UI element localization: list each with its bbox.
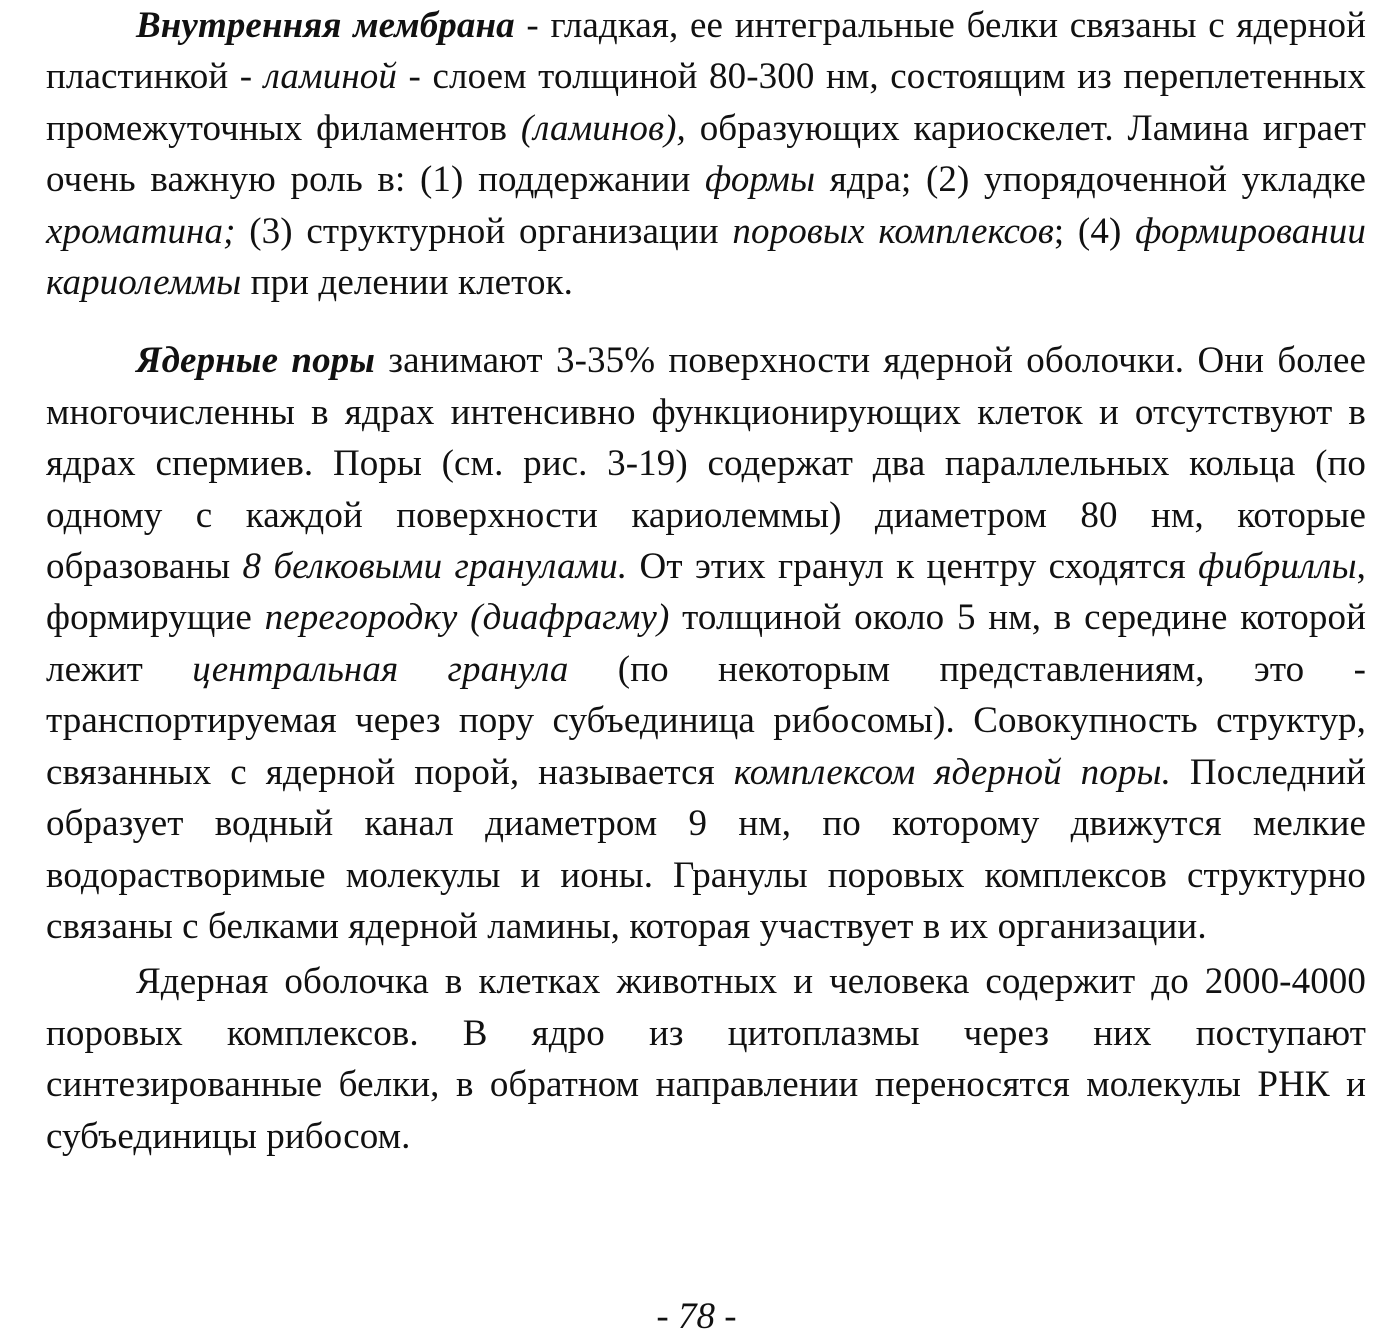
term-fibrils: фибриллы xyxy=(1198,546,1357,588)
term-shape: формы xyxy=(705,159,816,201)
text-span: Последний образует водный канал диаметром 9 нм, по которому движутся мелкие водорастворимые молекулы и ионы. Гранулы поровых комплексов структурно связаны с белками ядерной ламины, которая участвует в их организации. xyxy=(46,751,1366,947)
paragraph-nuclear-envelope xyxy=(46,956,1366,1162)
term-nuclear-pores: Ядерные поры xyxy=(136,340,376,382)
text-span: - гладкая, ее интегральные белки связаны с ядерной пластинкой - xyxy=(46,5,1366,98)
term-lamins: (ламинов), xyxy=(520,107,686,149)
term-central-granule: центральная гранула xyxy=(192,648,569,690)
text-span: образующих кариоскелет. Ламина играет очень важную роль в: (1) поддержании xyxy=(46,107,1366,201)
term-protein-granules: 8 белковыми гранулами. xyxy=(242,546,628,588)
term-karyolemma-formation: формировании кариолеммы xyxy=(46,210,1366,304)
text-span: ; (4) xyxy=(1053,210,1136,252)
term-pore-complexes: поровых комплексов xyxy=(732,210,1054,252)
text-span: (по некоторым представлениям, это - транспортируемая через пору субъединица рибосомы). Совокупность структур, связанных с ядерной порой, называется xyxy=(46,648,1366,793)
text-span: (3) структурной организации xyxy=(235,210,733,252)
term-pore-complex: комплексом ядерной поры. xyxy=(733,751,1171,793)
paragraph-nuclear-pores xyxy=(46,335,1366,952)
text-span: От этих гранул к центру сходятся xyxy=(627,546,1199,588)
text-span: занимают 3-35% поверхности ядерной оболочки. Они более многочисленны в ядрах интенсивно функционирующих клеток и отсутствуют в ядрах спермиев. Поры (см. рис. 3-19) содержат два параллельных кольца (по одному с каждой поверхности кариолеммы) диаметром 80 нм, которые образованы xyxy=(46,340,1366,588)
text-span: ядра; (2) упорядоченной укладке xyxy=(815,159,1366,201)
text-span: Ядерная оболочка в клетках животных и человека содержит до 2000-4000 поровых комплексов. В ядро из цитоплазмы через них поступают синтезированные белки, в обратном направлении переносятся молекулы РНК и субъединицы рибосом. xyxy=(46,961,1366,1157)
term-lamina: ламиной xyxy=(263,56,398,98)
text-span: при делении клеток. xyxy=(241,262,573,304)
text-span: , формирущие xyxy=(46,546,1366,639)
page-number: - 78 - xyxy=(656,1296,737,1337)
document-page xyxy=(46,0,1366,1162)
term-chromatin: хроматина; xyxy=(46,210,236,252)
term-inner-membrane: Внутренняя мембрана xyxy=(136,5,515,46)
paragraph-inner-membrane xyxy=(46,0,1366,308)
text-span: толщиной около 5 нм, в середине которой лежит xyxy=(46,597,1366,690)
term-diaphragm: перегородку (диафрагму) xyxy=(264,597,670,639)
text-span: - слоем толщиной 80-300 нм, состоящим из переплетенных промежуточных филаментов xyxy=(46,56,1366,149)
